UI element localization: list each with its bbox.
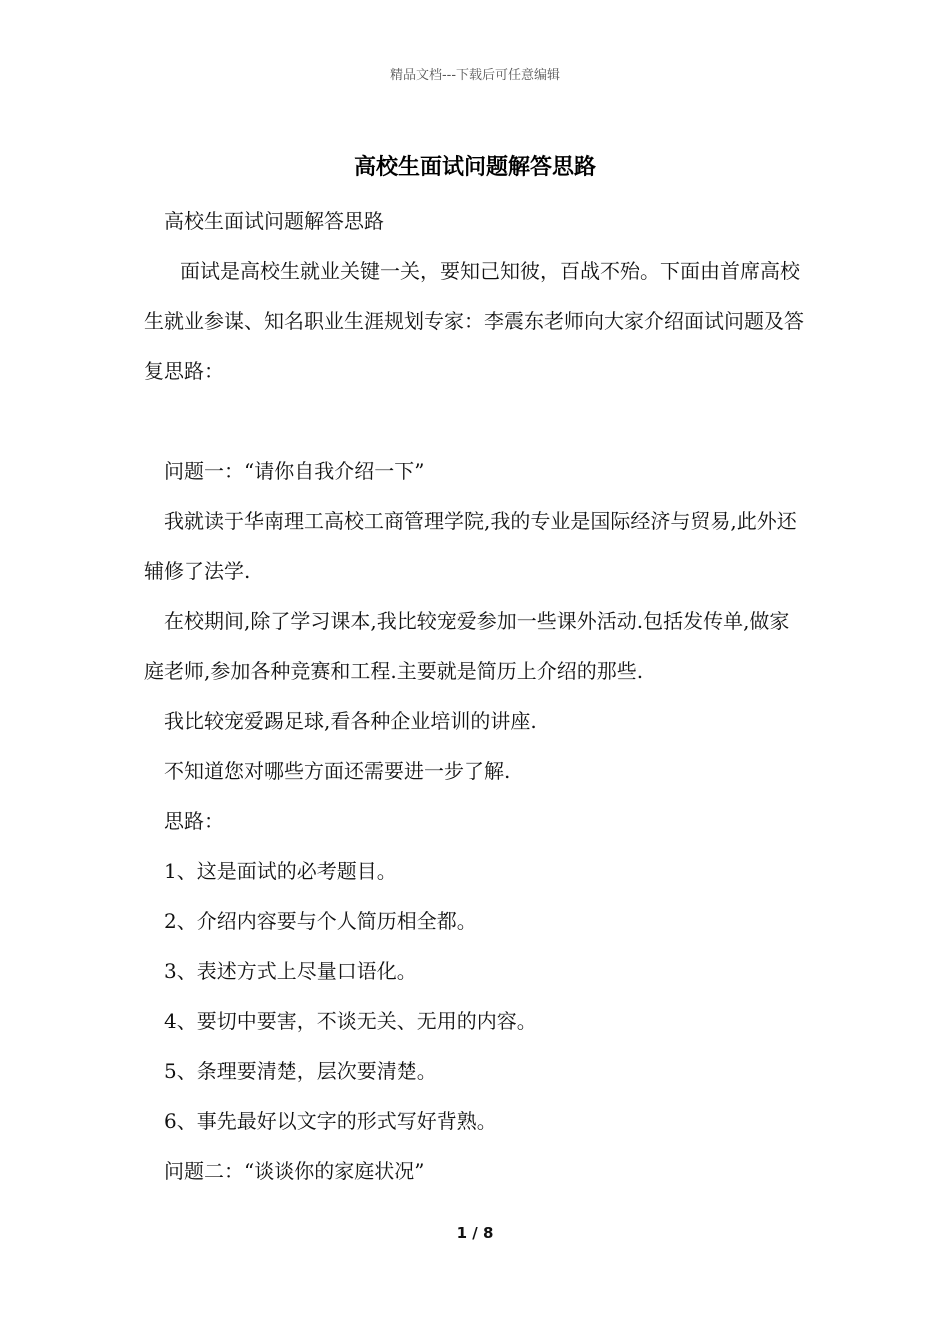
answer-1-paragraph-1: 我就读于华南理工高校工商管理学院,我的专业是国际经济与贸易,此外还辅修了法学. xyxy=(144,509,797,583)
answer-1-paragraph-4: 不知道您对哪些方面还需要进一步了解. xyxy=(164,759,511,783)
document-body xyxy=(144,196,808,1196)
page-header: 精品文档---下载后可任意编辑 xyxy=(389,68,561,83)
thoughts-label: 思路： xyxy=(164,809,224,833)
thought-item: 6、事先最好以文字的形式写好背熟。 xyxy=(164,1109,497,1133)
intro-paragraph: 面试是高校生就业关键一关，要知己知彼，百战不殆。下面由首席高校生就业参谋、知名职业生涯规划专家：李震东老师向大家介绍面试问题及答复思路： xyxy=(144,259,804,383)
thought-item: 5、条理要清楚，层次要清楚。 xyxy=(164,1059,437,1083)
answer-1-paragraph-2: 在校期间,除了学习课本,我比较宠爱参加一些课外活动.包括发传单,做家庭老师,参加各种竞赛和工程.主要就是简历上介绍的那些. xyxy=(144,609,790,683)
blank-line xyxy=(144,396,808,446)
thought-item: 1、这是面试的必考题目。 xyxy=(164,859,397,883)
answer-1-paragraph-3: 我比较宠爱踢足球,看各种企业培训的讲座. xyxy=(164,709,537,733)
thought-item: 3、表述方式上尽量口语化。 xyxy=(164,959,417,983)
question-1: 问题一：“请你自我介绍一下” xyxy=(164,459,425,483)
page-number: 1 / 8 xyxy=(456,1224,494,1242)
subtitle-paragraph: 高校生面试问题解答思路 xyxy=(164,209,384,233)
thought-item: 4、要切中要害，不谈无关、无用的内容。 xyxy=(164,1009,537,1033)
question-2: 问题二：“谈谈你的家庭状况” xyxy=(164,1159,425,1183)
thought-item: 2、介绍内容要与个人简历相全都。 xyxy=(164,909,477,933)
document-title: 高校生面试问题解答思路 xyxy=(353,154,596,180)
